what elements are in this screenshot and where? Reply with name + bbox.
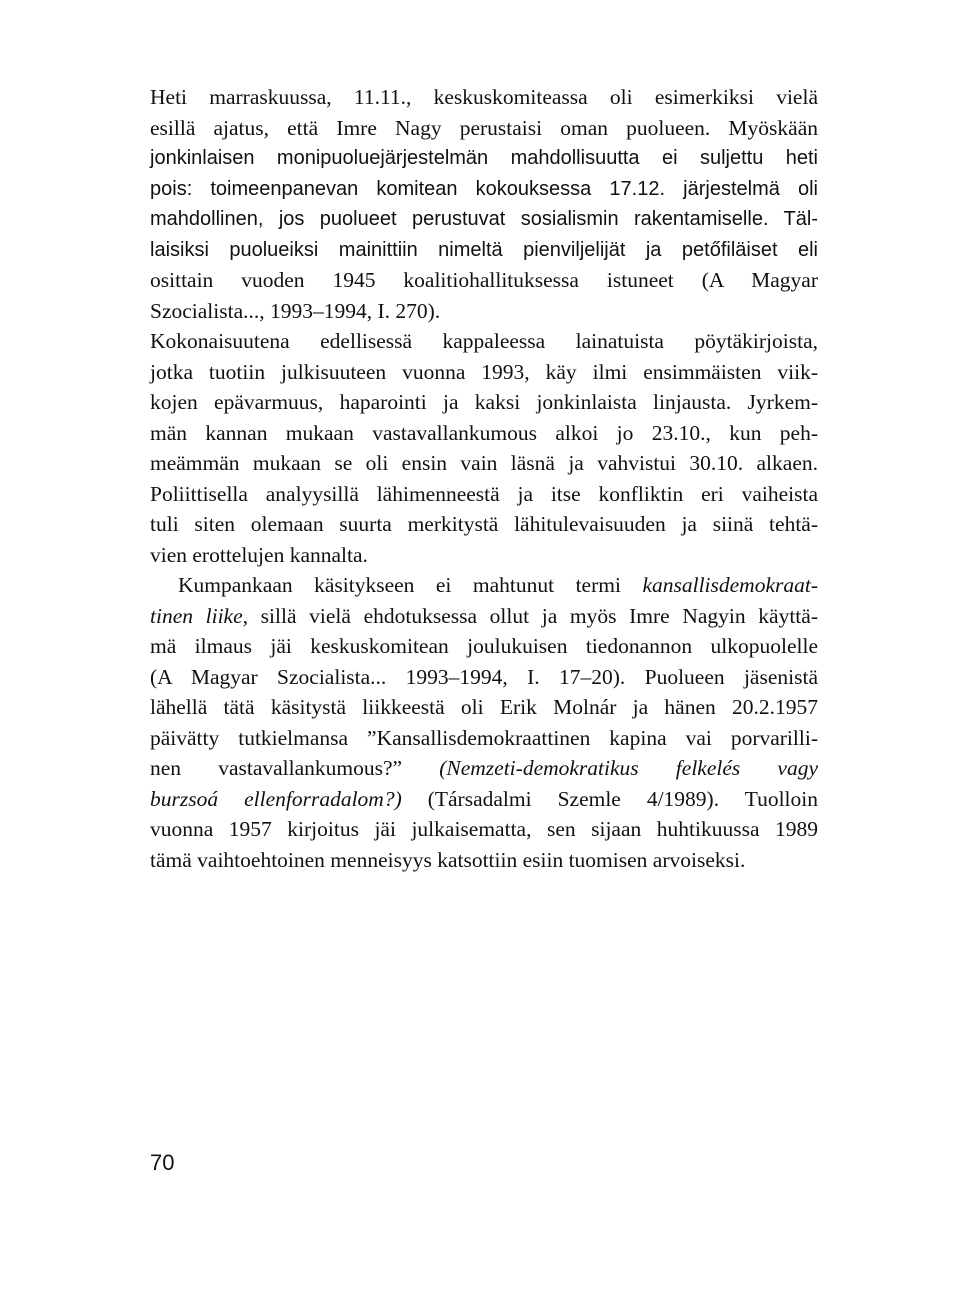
text-line: jotka tuotiin julkisuuteen vuonna 1993, käy ilmi ensimmäisten viik- xyxy=(150,359,818,384)
text-line: tämä vaihtoehtoinen menneisyys katsottiin esiin tuomisen arvoiseksi. xyxy=(150,847,746,872)
text-line: (A Magyar Szocialista... 1993–1994, I. 17–20). Puolueen jäsenistä xyxy=(150,664,818,689)
text-line: meämmän mukaan se oli ensin vain läsnä ja vahvistui 30.10. alkaen. xyxy=(150,451,818,475)
paragraph xyxy=(150,326,818,570)
paragraph xyxy=(150,82,818,326)
paragraph xyxy=(150,570,818,875)
text-line: Kokonaisuutena edellisessä kappaleessa lainatuista pöytäkirjoista, xyxy=(150,329,818,353)
text-line: mä ilmaus jäi keskuskomitean joulukuisen tiedonannon ulkopuolelle xyxy=(150,634,818,658)
text-line: esillä ajatus, että Imre Nagy perustaisi oman puolueen. Myöskään xyxy=(150,115,818,140)
text-line: jonkinlaisen monipuoluejärjestelmän mahdollisuutta ei suljettu heti xyxy=(150,147,818,169)
text-line: päivätty tutkielmansa ”Kansallisdemokraattinen kapina vai porvarilli- xyxy=(150,725,818,750)
text-line: tuli siten olemaan suurta merkitystä lähitulevaisuuden ja siinä tehtä- xyxy=(150,512,818,536)
text-line: mahdollinen, jos puolueet perustuvat sosialismin rakentamiselle. Täl- xyxy=(150,208,818,230)
page-number: 70 xyxy=(150,1150,175,1175)
text-line xyxy=(150,753,818,784)
text-line: laisiksi puolueiksi mainittiin nimeltä pienviljelijät ja petőfiläiset eli xyxy=(150,238,818,261)
text-line: Heti marraskuussa, 11.11., keskuskomiteassa oli esimerkiksi vielä xyxy=(150,85,818,109)
italic-title: burzsoá ellenforradalom?) xyxy=(150,786,402,811)
text-line xyxy=(150,784,818,815)
italic-term: tinen liike, xyxy=(150,603,249,628)
text-line: lähellä tätä käsitystä liikkeestä oli Erik Molnár ja hänen 20.2.1957 xyxy=(150,695,818,719)
body-text xyxy=(150,82,818,875)
text-span: Kumpankaan käsitykseen ei mahtunut termi xyxy=(178,573,643,597)
text-span: nen vastavallankumous?” xyxy=(150,756,440,780)
italic-term: kansallisdemokraat- xyxy=(642,573,818,597)
text-line: osittain vuoden 1945 koalitiohallituksessa istuneet (A Magyar xyxy=(150,268,818,292)
text-span: (Társadalmi Szemle 4/1989). Tuolloin xyxy=(401,786,818,811)
text-line: män kannan mukaan vastavallankumous alkoi jo 23.10., kun peh- xyxy=(150,420,818,445)
text-line xyxy=(150,570,818,601)
text-line: pois: toimeenpanevan komitean kokouksessa 17.12. järjestelmä oli xyxy=(150,177,818,200)
text-line: Poliittisella analyysillä lähimenneestä ja itse konfliktin eri vaiheista xyxy=(150,481,818,506)
italic-title: (Nemzeti-demokratikus felkelés vagy xyxy=(439,756,818,780)
text-line: Szocialista..., 1993–1994, I. 270). xyxy=(150,298,441,323)
text-line: vien erottelujen kannalta. xyxy=(150,542,368,567)
text-line xyxy=(150,601,818,632)
text-span: sillä vielä ehdotuksessa ollut ja myös Imre Nagyin käyttä- xyxy=(248,603,818,628)
text-line: kojen epävarmuus, haparointi ja kaksi jonkinlaista linjausta. Jyrkem- xyxy=(150,390,818,414)
text-line: vuonna 1957 kirjoitus jäi julkaisematta, sen sijaan huhtikuussa 1989 xyxy=(150,817,818,841)
